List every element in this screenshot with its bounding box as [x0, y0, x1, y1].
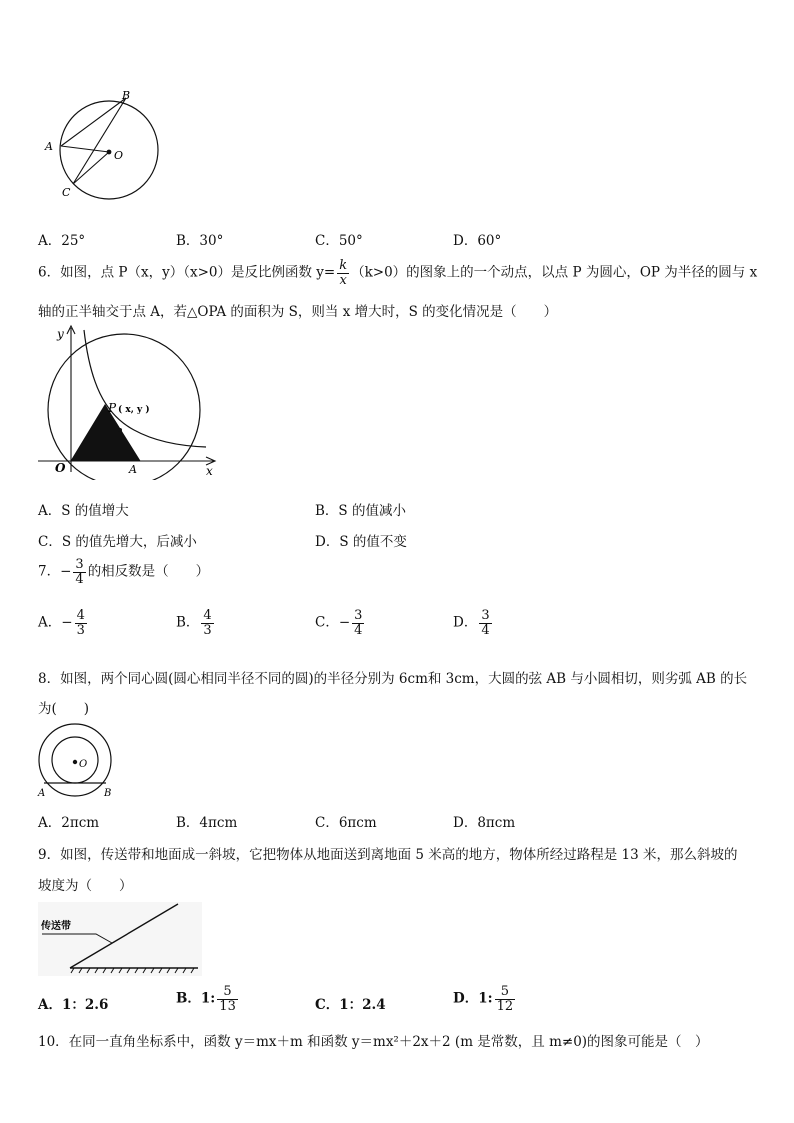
q5-option-c: C．50°	[315, 233, 363, 249]
q5-label-O: O	[114, 149, 124, 162]
q6-stem-part-a: 6．如图，点 P（x，y）（x>0）是反比例函数 y=	[38, 264, 336, 281]
q9-option-d	[453, 985, 517, 1013]
q8-label-B: B	[104, 788, 112, 799]
q8-option-b: B．4πcm	[176, 815, 238, 831]
q7-frac-den: 4	[75, 571, 84, 587]
q7-frac-num: 3	[75, 557, 84, 572]
q7-option-b-label: B．	[176, 614, 200, 631]
q7-option-a-fraction	[75, 609, 87, 637]
q8-label-A: A	[38, 788, 46, 799]
q9-option-b	[176, 985, 240, 1013]
q7-option-a-label: A．	[38, 614, 62, 631]
q7-option-d-fraction	[479, 609, 491, 637]
q6-stem-line2: 轴的正半轴交于点 A，若△OPA 的面积为 S，则当 x 增大时，S 的变化情况是（ ）	[38, 304, 558, 320]
q7-option-c-num: 3	[354, 608, 363, 623]
q6-figure	[34, 322, 224, 480]
q8-figure	[34, 722, 124, 800]
q9-option-b-fraction	[217, 985, 238, 1013]
q7-option-d-label: D．	[453, 614, 478, 631]
q6-frac-den: x	[339, 272, 347, 288]
q7-option-c	[315, 609, 366, 637]
q6-label-Pxy: ( x, y )	[118, 405, 150, 415]
q6-fraction	[337, 259, 349, 287]
q8-label-O: O	[79, 759, 88, 770]
q5-option-d: D．60°	[453, 233, 502, 249]
q9-option-d-den: 12	[496, 998, 514, 1014]
q8-stem-line2: 为( )	[38, 701, 90, 717]
q5-circle-figure	[40, 86, 170, 201]
q7-option-c-fraction	[352, 609, 364, 637]
q7-option-b	[176, 609, 216, 637]
q6-stem-part-b: （k>0）的图象上的一个动点，以点 P 为圆心，OP 为半径的圆与 x	[351, 264, 758, 281]
q6-label-P: P	[108, 401, 117, 415]
q9-stem-line2: 坡度为（ ）	[38, 878, 133, 894]
q6-label-O: O	[55, 461, 66, 475]
q5-label-A: A	[45, 140, 53, 153]
q9-conveyor-figure	[38, 902, 202, 976]
q9-option-d-fraction	[495, 985, 516, 1013]
q9-option-d-num: 5	[500, 984, 509, 999]
q6-stem-line1	[38, 259, 757, 287]
q6-option-d: D．S 的值不变	[315, 534, 407, 550]
q6-option-b: B．S 的值减小	[315, 503, 406, 519]
q8-option-c: C．6πcm	[315, 815, 377, 831]
q9-option-c: C．1：2.4	[315, 997, 386, 1013]
q7-suffix: 的相反数是（ ）	[87, 563, 210, 580]
q9-option-a: A．1：2.6	[38, 997, 109, 1013]
q5-option-a: A．25°	[38, 233, 86, 249]
q7-option-a	[38, 609, 89, 637]
q6-label-A: A	[129, 463, 137, 476]
q7-option-a-sign: −	[61, 614, 73, 631]
q7-option-b-den: 3	[203, 622, 212, 638]
q7-prefix: 7．−	[38, 563, 72, 580]
q8-option-a: A．2πcm	[38, 815, 100, 831]
q6-option-a: A．S 的值增大	[38, 503, 129, 519]
q9-option-b-den: 13	[219, 998, 236, 1014]
q7-option-c-sign: −	[338, 614, 351, 631]
q7-option-b-num: 4	[203, 608, 212, 623]
q7-option-c-den: 4	[354, 622, 363, 638]
q7-fraction	[73, 558, 85, 586]
q6-frac-num: k	[339, 258, 348, 273]
q10-stem: 10．在同一直角坐标系中，函数 y＝mx＋m 和函数 y＝mx²＋2x＋2 (m 是常数，且 m≠0)的图象可能是（ ）	[38, 1034, 709, 1050]
q9-option-b-num: 5	[223, 984, 232, 999]
q5-label-B: B	[122, 89, 131, 102]
q9-option-b-label: B．1:	[176, 990, 216, 1007]
q9-option-d-label: D．1:	[453, 990, 493, 1007]
q7-option-d	[453, 609, 494, 637]
q7-option-b-fraction	[201, 609, 213, 637]
q5-option-b: B．30°	[176, 233, 224, 249]
q6-label-x: x	[206, 464, 213, 478]
q7-option-a-den: 3	[76, 622, 85, 638]
q5-label-C: C	[62, 186, 71, 199]
q7-option-d-den: 4	[481, 622, 490, 638]
q6-label-y: y	[57, 327, 64, 341]
q9-conveyor-label: 传送带	[41, 921, 71, 932]
q8-stem-line1: 8．如图，两个同心圆(圆心相同半径不同的圆)的半径分别为 6cm和 3cm，大圆的弦 AB 与小圆相切，则劣弧 AB 的长	[38, 671, 748, 687]
q7-option-d-num: 3	[481, 608, 490, 623]
q6-option-c: C．S 的值先增大，后减小	[38, 534, 197, 550]
q7-option-a-num: 4	[76, 608, 85, 623]
q8-option-d: D．8πcm	[453, 815, 516, 831]
q9-stem-line1: 9．如图，传送带和地面成一斜坡，它把物体从地面送到离地面 5 米高的地方，物体所经过路程是 13 米，那么斜坡的	[38, 847, 738, 863]
q7-stem	[38, 558, 209, 586]
q7-option-c-label: C．	[315, 614, 339, 631]
